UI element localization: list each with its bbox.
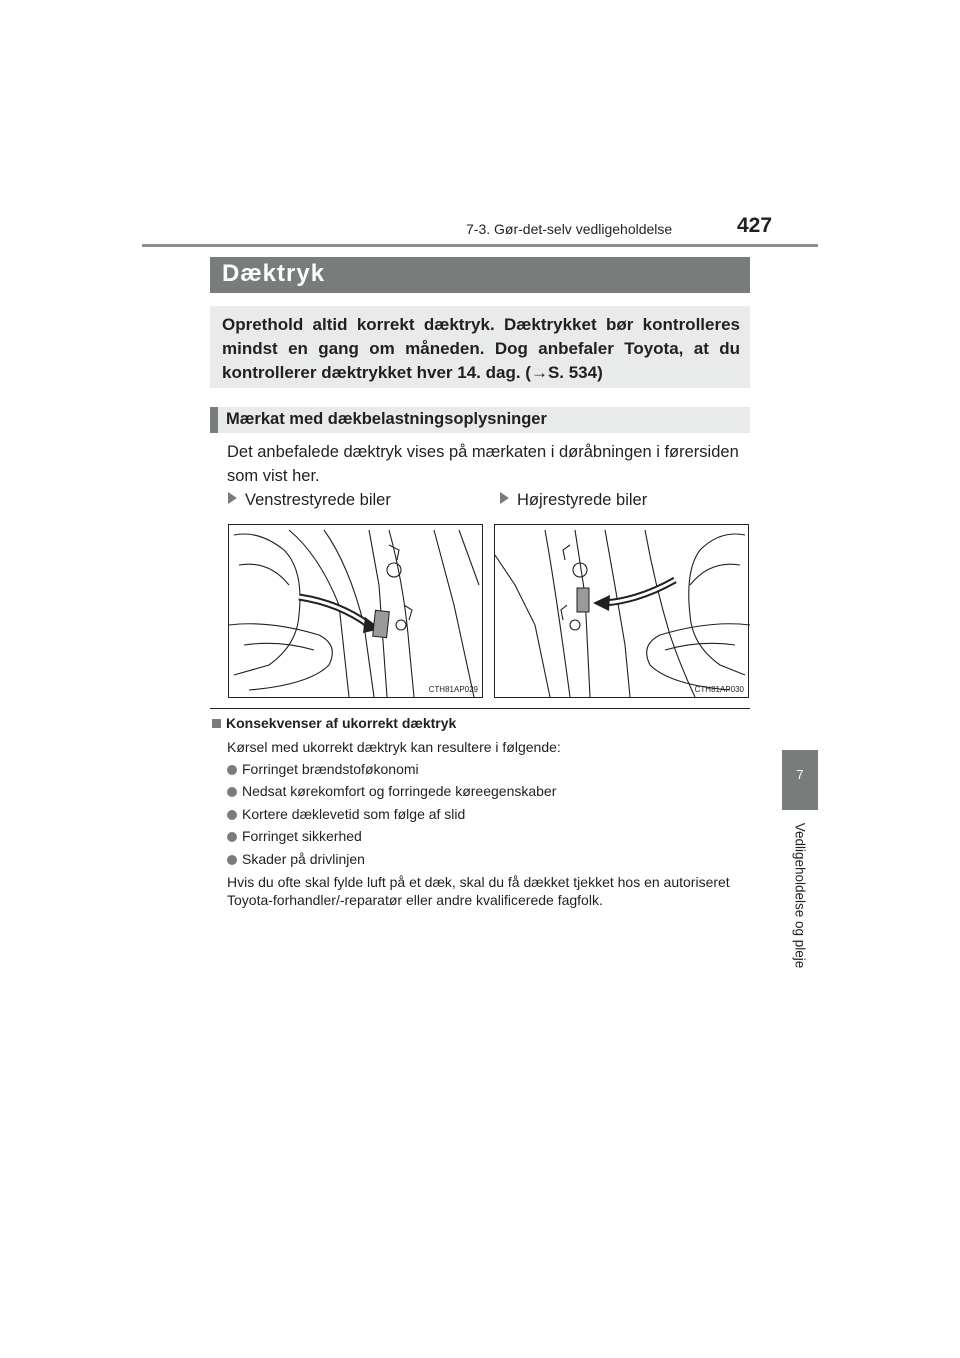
chapter-label: Vedligeholdelse og pleje [792, 822, 808, 969]
list-item: Kortere dæklevetid som følge af slid [227, 806, 465, 822]
list-item: Forringet sikkerhed [227, 828, 362, 844]
list-item: Nedsat kørekomfort og forringede køreegenskaber [227, 783, 556, 799]
header-rule [142, 244, 818, 247]
page-title: Dæktryk [222, 260, 326, 287]
list-item: Forringet brændstoføkonomi [227, 761, 419, 777]
triangle-bullet-icon [228, 492, 237, 504]
list-item: Skader på drivlinjen [227, 851, 365, 867]
subheading: Mærkat med dækbelastningsoplysninger [226, 410, 547, 428]
caption-text: Højrestyrede biler [517, 491, 648, 509]
door-opening-drawing [229, 525, 484, 699]
circle-bullet-icon [227, 787, 237, 797]
circle-bullet-icon [227, 810, 237, 820]
running-header-section: 7-3. Gør-det-selv vedligeholdelse [466, 221, 673, 237]
figure-code: CTH81AP030 [694, 685, 744, 694]
circle-bullet-icon [227, 855, 237, 865]
subheading-accent [210, 407, 218, 433]
circle-bullet-icon [227, 765, 237, 775]
illustration-left-hand-drive [228, 524, 483, 698]
figure-caption-left [228, 491, 391, 510]
triangle-bullet-icon [500, 492, 509, 504]
caption-text: Venstrestyrede biler [245, 491, 391, 509]
chapter-tab: 7 [782, 750, 818, 810]
square-bullet-icon [212, 719, 221, 728]
section-heading [212, 715, 456, 731]
section-heading-text: Konsekvenser af ukorrekt dæktryk [226, 715, 457, 731]
door-opening-drawing [495, 525, 750, 699]
closing-paragraph: Hvis du ofte skal fylde luft på et dæk, skal du få dækket tjekket hos en autoriseret Toyota-forhandler/-reparatør eller andre kvalificerede fagfolk. [227, 874, 730, 908]
section-lead: Kørsel med ukorrekt dæktryk kan resultere i følgende: [227, 739, 561, 755]
page-number: 427 [737, 214, 773, 237]
section-divider [210, 708, 750, 709]
figure-caption-right [500, 491, 647, 510]
body-paragraph: Det anbefalede dæktryk vises på mærkaten i døråbningen i førersiden som vist her. [227, 443, 739, 485]
circle-bullet-icon [227, 832, 237, 842]
illustration-right-hand-drive [494, 524, 749, 698]
intro-text: Oprethold altid korrekt dæktryk. Dæktrykket bør kontrolleres mindst en gang om måneden. Dog anbefaler Toyota, at du kontrollerer dæktrykket hver 14. dag. (→S. 534) [222, 315, 740, 382]
figure-code: CTH81AP029 [428, 685, 478, 694]
